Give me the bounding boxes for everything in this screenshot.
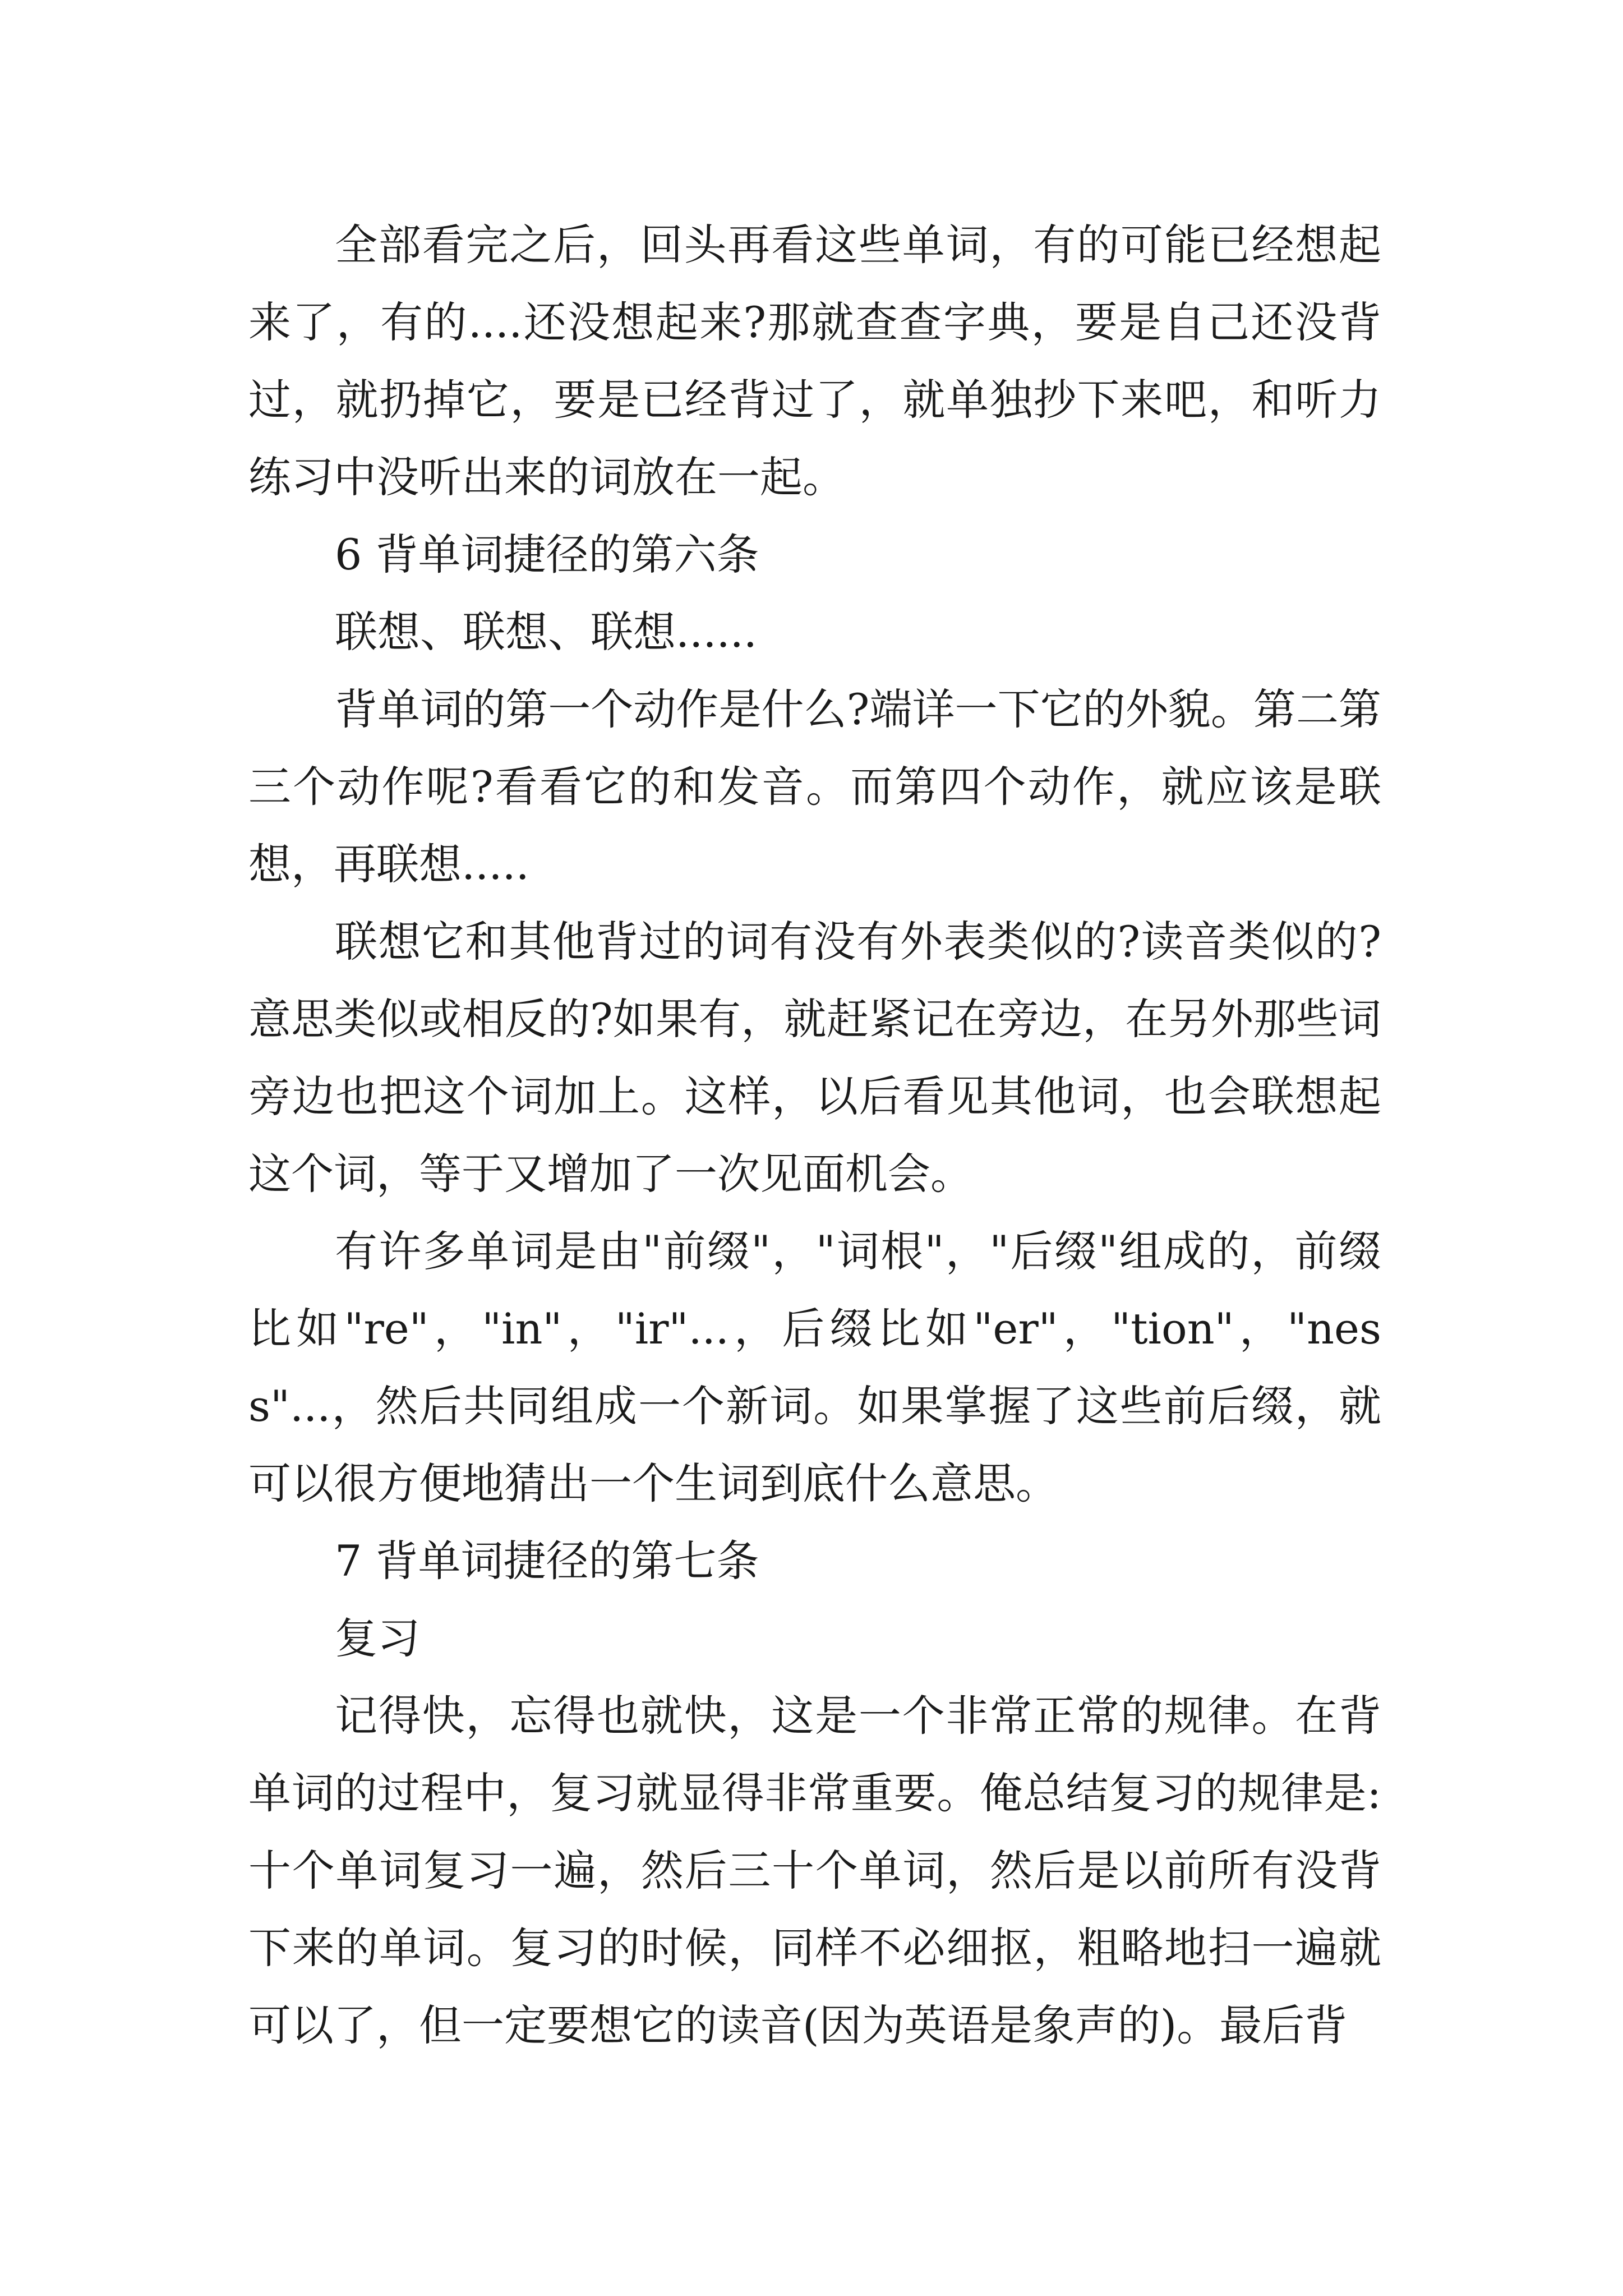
document-body <box>248 206 1381 2064</box>
paragraph-prefix-root-suffix: 有许多单词是由"前缀"，"词根"，"后缀"组成的，前缀比如"re"，"in"，"ir"...，后缀比如"er"，"tion"，"ness"...，然后共同组成一个新词。如果掌握了这些前后缀，就可以很方便地猜出一个生词到底什么意思。 <box>248 1226 1381 1508</box>
heading-tip-7: 7 背单词捷径的第七条 <box>335 1536 759 1586</box>
subheading-review: 复习 <box>335 1613 420 1663</box>
paragraph-four-actions: 背单词的第一个动作是什么?端详一下它的外貌。第二第三个动作呢?看看它的和发音。而第四个动作，就应该是联想，再联想..... <box>248 684 1381 889</box>
paragraph-association-similar-words: 联想它和其他背过的词有没有外表类似的?读音类似的?意思类似或相反的?如果有，就赶紧记在旁边，在另外那些词旁边也把这个词加上。这样，以后看见其他词，也会联想起这个词，等于又增加了一次见面机会。 <box>248 917 1381 1199</box>
paragraph-review-unknown-words: 全部看完之后，回头再看这些单词，有的可能已经想起来了，有的....还没想起来?那就查查字典，要是自己还没背过，就扔掉它，要是已经背过了，就单独抄下来吧，和听力练习中没听出来的词放在一起。 <box>248 220 1381 502</box>
subheading-association: 联想、联想、联想...... <box>335 607 757 657</box>
paragraph-review-rules: 记得快，忘得也就快，这是一个非常正常的规律。在背单词的过程中，复习就显得非常重要。俺总结复习的规律是:十个单词复习一遍，然后三十个单词，然后是以前所有没背下来的单词。复习的时候，同样不必细抠，粗略地扫一遍就可以了，但一定要想它的读音(因为英语是象声的)。最后背 <box>248 1691 1381 2050</box>
heading-tip-6: 6 背单词捷径的第六条 <box>335 530 759 579</box>
